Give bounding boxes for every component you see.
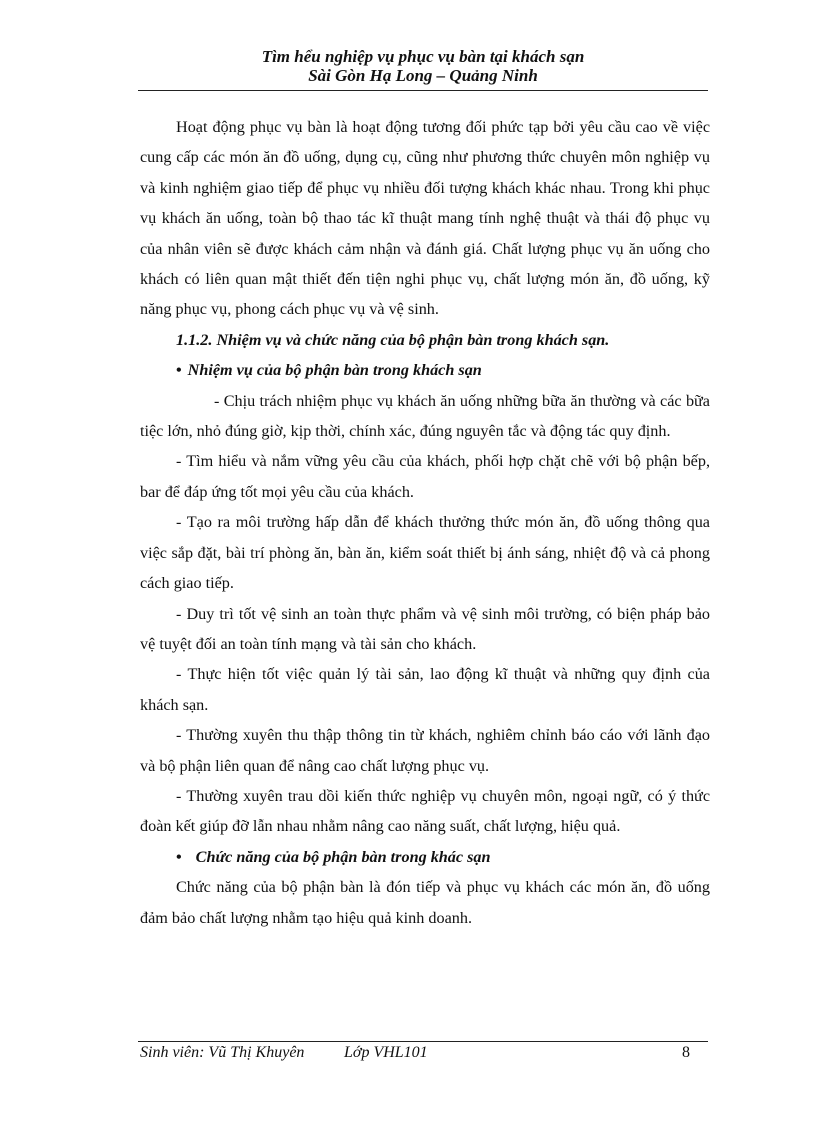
header-title-line-1: Tìm hểu nghiệp vụ phục vụ bàn tại khách sạn (261, 47, 585, 66)
page-number: 8 (682, 1044, 690, 1061)
header-title-line-2: Sài Gòn Hạ Long – Quảng Ninh (308, 66, 538, 85)
bullet-icon: • (176, 361, 182, 380)
footer-divider (138, 1041, 708, 1042)
duty-item: - Thường xuyên trau dồi kiến thức nghiệp vụ chuyên môn, ngoại ngữ, có ý thức đoàn kết giúp đỡ lẫn nhau nhằm nâng cao năng suất, chất lượng, hiệu quả. (140, 786, 710, 836)
duty-item: - Chịu trách nhiệm phục vụ khách ăn uống những bữa ăn thường và các bữa tiệc lớn, nhỏ đúng giờ, kịp thời, chính xác, đúng nguyên tắc và động tác quy định. (140, 391, 710, 441)
duty-item: - Thực hiện tốt việc quản lý tài sản, lao động kĩ thuật và những quy định của khách sạn. (140, 665, 710, 714)
functions-heading-label: Chức năng của bộ phận bàn trong khác sạn (195, 847, 491, 866)
duty-item: - Tìm hiểu và nắm vững yêu cầu của khách, phối hợp chặt chẽ với bộ phận bếp, bar để đáp ứng tốt mọi yêu cầu của khách. (140, 452, 710, 501)
footer-class-label: Lớp VHL101 (344, 1044, 428, 1061)
footer-student-name: Sinh viên: Vũ Thị Khuyên (140, 1044, 305, 1061)
running-header (138, 47, 708, 85)
duty-item: - Duy trì tốt vệ sinh an toàn thực phẩm và vệ sinh môi trường, có biện pháp bảo vệ tuyệt đối an toàn tính mạng và tài sản cho khách. (140, 604, 710, 653)
body-text (140, 112, 710, 933)
section-heading: 1.1.2. Nhiệm vụ và chức năng của bộ phận bàn trong khách sạn. (176, 330, 610, 349)
functions-paragraph: Chức năng của bộ phận bàn là đón tiếp và phục vụ khách các món ăn, đồ uống đảm bảo chất lượng nhằm tạo hiệu quả kinh doanh. (140, 878, 710, 927)
bullet-icon: • (176, 847, 182, 866)
duty-item: - Thường xuyên thu thập thông tin từ khách, nghiêm chỉnh báo cáo với lãnh đạo và bộ phận liên quan để nâng cao chất lượng phục vụ. (140, 726, 710, 775)
duties-heading-label: Nhiệm vụ của bộ phận bàn trong khách sạn (187, 361, 482, 380)
duty-item: - Tạo ra môi trường hấp dẫn để khách thưởng thức món ăn, đồ uống thông qua việc sắp đặt, bài trí phòng ăn, bàn ăn, kiểm soát thiết bị ánh sáng, nhiệt độ và cả phong cách giao tiếp. (140, 513, 710, 593)
duties-heading (140, 355, 710, 385)
header-divider (138, 90, 708, 91)
functions-heading (140, 842, 710, 872)
intro-paragraph: Hoạt động phục vụ bàn là hoạt động tương đối phức tạp bởi yêu cầu cao về việc cung cấp các món ăn đồ uống, dụng cụ, cũng như phương thức chuyên môn nghiệp vụ và kinh nghiệm giao tiếp để phục vụ nhiều đối tượng khách khác nhau. Trong khi phục vụ khách ăn uống, toàn bộ thao tác kĩ thuật mang tính nghệ thuật và thái độ phục vụ của nhân viên sẽ được khách cảm nhận và đánh giá. Chất lượng phục vụ ăn uống cho khách có liên quan mật thiết đến tiện nghi phục vụ, chất lượng món ăn, đồ uống, kỹ năng phục vụ, phong cách phục vụ và vệ sinh. (140, 118, 710, 319)
